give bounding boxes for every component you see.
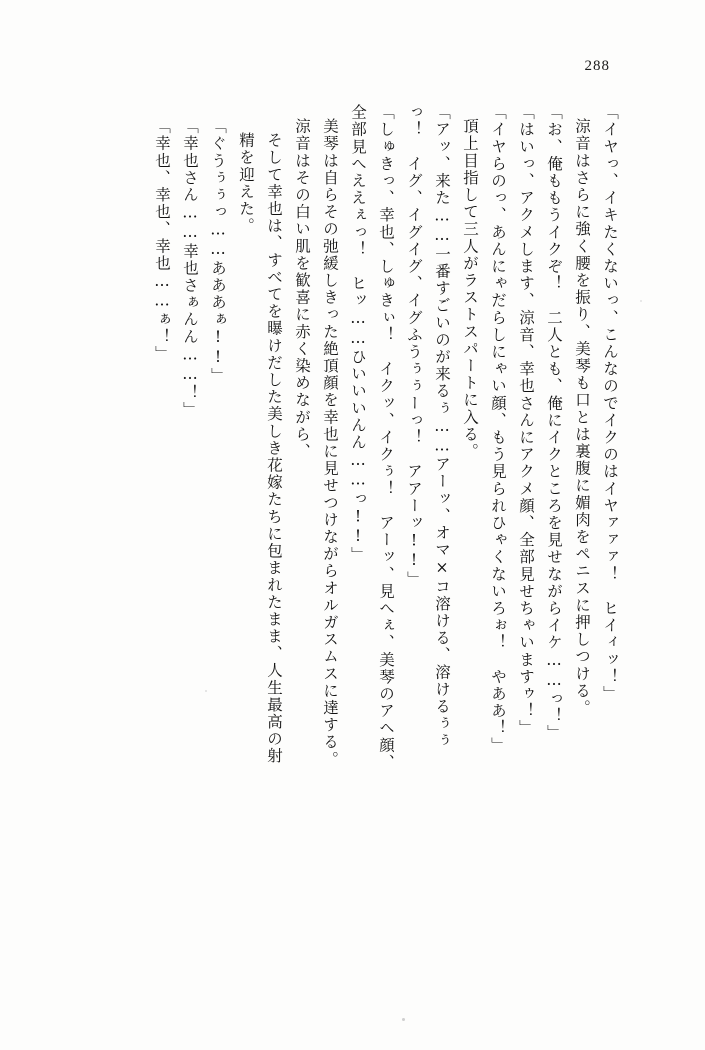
vertical-text-body (70, 104, 617, 934)
text-column: 涼音はその白い肌を歓喜に赤く染めながら、 (293, 118, 311, 460)
text-column: 「お、俺ももうイクぞ！ 二人とも、俺にイクところを見せながらイケ……っ！」 (545, 104, 563, 742)
text-column: 「幸也、幸也、幸也……ぁ！」 (153, 118, 171, 363)
text-column: 「しゅきっ、幸也、しゅきぃ！ イクッ、イクぅ！ アーッ、見へぇ、美琴のアヘ顔、 (377, 104, 395, 771)
text-column: 「アッ、来た……一番すごいのが来るぅ……アーッ、オマ×コ溶ける、溶けるぅぅ (433, 104, 451, 750)
text-column: 全部見へええぇっ！ ヒッ……ひいいいんん……っ!!」 (349, 104, 367, 564)
print-speck (402, 1018, 405, 1021)
text-column: 「イヤっ、イキたくないっ、こんなのでイクのはイヤァァァ！ ヒイィッ！」 (601, 104, 619, 703)
text-column: 美琴は自らその弛緩しきった絶頂顔を幸也に見せつけながらオルガスムスに達する。 (321, 118, 339, 768)
text-column: 「イヤらのっ、あんにゃだらしにゃい顔、もう見られひゃくないろぉ！ やああ！」 (489, 104, 507, 754)
text-column: 「ぐうぅぅっ……あああぁ!!」 (209, 118, 227, 385)
text-column: 涼音はさらに強く腰を振り、美琴も口とは裏腹に媚肉をペニスに押しつける。 (573, 118, 591, 717)
text-column: 「幸也さん……幸也さぁんん……！」 (181, 118, 199, 419)
text-column: 頂上目指して三人がラストスパートに入る。 (461, 118, 479, 460)
print-speck (205, 690, 207, 692)
text-column: っ！ イグ、イグイグ、イグふうぅぅーっ！ アアーッ!!」 (405, 104, 423, 588)
text-column: 精を迎えた。 (237, 132, 255, 235)
text-column: そして幸也は、すべてを曝けだした美しき花嫁たちに包まれたまま、人生最高の射 (265, 132, 283, 765)
text-column: 「はいっ、アクメします、涼音、幸也さんにアクメ顔、全部見せちゃいますゥ！」 (517, 104, 535, 737)
page-number: 288 (584, 58, 610, 74)
print-speck (640, 300, 642, 302)
